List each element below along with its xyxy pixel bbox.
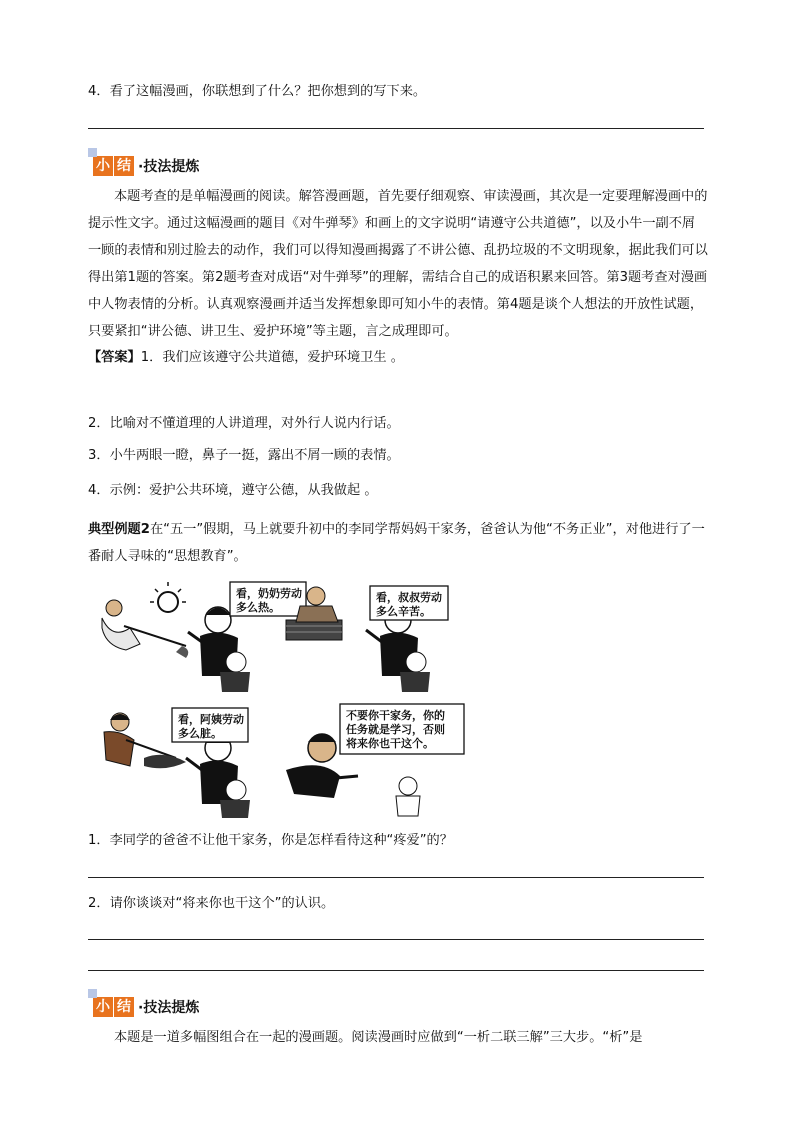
summary-2-text: 本题是一道多幅图组合在一起的漫画题。阅读漫画时应做到“一析二联三解”三大步。“析”是 <box>114 1030 643 1045</box>
example-label: 典型例题2 <box>88 522 150 537</box>
example-body: 在“五一”假期，马上就要升初中的李同学帮妈妈干家务，爸爸认为他“不务正业”，对他进行了一番耐人寻味的“思想教育”。 <box>88 522 705 564</box>
panel-4-caption-line-2: 任务就是学习，否则 <box>346 723 445 736</box>
panel-3-caption-line-2: 多么脏。 <box>178 727 222 740</box>
answer-line <box>88 128 704 129</box>
panel-4-caption-line-3: 将来你也干这个。 <box>346 737 434 750</box>
question-2: 2．请你谈谈对“将来你也干这个”的认识。 <box>88 896 335 911</box>
answer-1-text: 1．我们应该遵守公共道德，爱护环境卫生 。 <box>140 350 404 365</box>
answer-line <box>88 877 704 878</box>
answer-3: 3．小牛两眼一瞪，鼻子一挺，露出不屑一顾的表情。 <box>88 448 400 463</box>
panel-2-caption-line-1: 看，叔叔劳动 <box>376 591 442 604</box>
panel-3-caption-line-1: 看，阿姨劳动 <box>178 713 244 726</box>
badge-char-2: 结 <box>114 156 134 176</box>
panel-4-caption-line-1: 不要你干家务，你的 <box>346 709 445 722</box>
comic-panel-3 <box>104 708 250 818</box>
answer-label: 【答案】 <box>88 350 141 365</box>
panel-2-caption-line-2: 多么辛苦。 <box>376 605 431 618</box>
badge-char-1: 小 <box>93 156 113 176</box>
answer-2: 2．比喻对不懂道理的人讲道理，对外行人说内行话。 <box>88 416 400 431</box>
answer-line <box>88 970 704 971</box>
badge-char-2: 结 <box>114 997 134 1017</box>
comic-illustration <box>90 580 490 820</box>
summary-title: ·技法提炼 <box>138 1000 200 1016</box>
summary-badge <box>88 148 199 178</box>
comic-panel-4 <box>286 704 464 816</box>
answer-4: 4．示例：爱护公共环境，遵守公德，从我做起 。 <box>88 483 378 498</box>
badge-square-icon <box>88 989 97 998</box>
comic-panel-1 <box>102 582 306 692</box>
summary-text: 本题考查的是单幅漫画的阅读。解答漫画题，首先要仔细观察、审读漫画，其次是一定要理解漫画中的提示性文字。通过这幅漫画的题目《对牛弹琴》和画上的文字说明“请遵守公共道德”，以及小牛一副不屑一顾的表情和别过脸去的动作，我们可以得知漫画揭露了不讲公德、乱扔垃圾的不文明现象，据此我们可以得出第1题的答案。第2题考查对成语“对牛弹琴”的理解，需结合自己的成语积累来回答。第3题考查对漫画中人物表情的分析。认真观察漫画并适当发挥想象即可知小牛的表情。第4题是谈个人想法的开放性试题，只要紧扣“讲公德、讲卫生、爱护环境”等主题，言之成理即可。 <box>88 189 708 339</box>
answer-line <box>88 939 704 940</box>
example-text <box>88 516 708 570</box>
panel-1-caption-line-1: 看，奶奶劳动 <box>236 587 302 600</box>
summary-badge <box>88 989 199 1019</box>
question-1: 1．李同学的爸爸不让他干家务，你是怎样看待这种“疼爱”的？ <box>88 833 453 848</box>
summary-title: ·技法提炼 <box>138 159 200 175</box>
badge-char-1: 小 <box>93 997 113 1017</box>
comic-panel-2 <box>286 586 448 692</box>
panel-1-caption-line-2: 多么热。 <box>236 601 280 614</box>
answer-1 <box>88 348 404 368</box>
badge-square-icon <box>88 148 97 157</box>
question-4: 4．看了这幅漫画，你联想到了什么？把你想到的写下来。 <box>88 84 427 99</box>
